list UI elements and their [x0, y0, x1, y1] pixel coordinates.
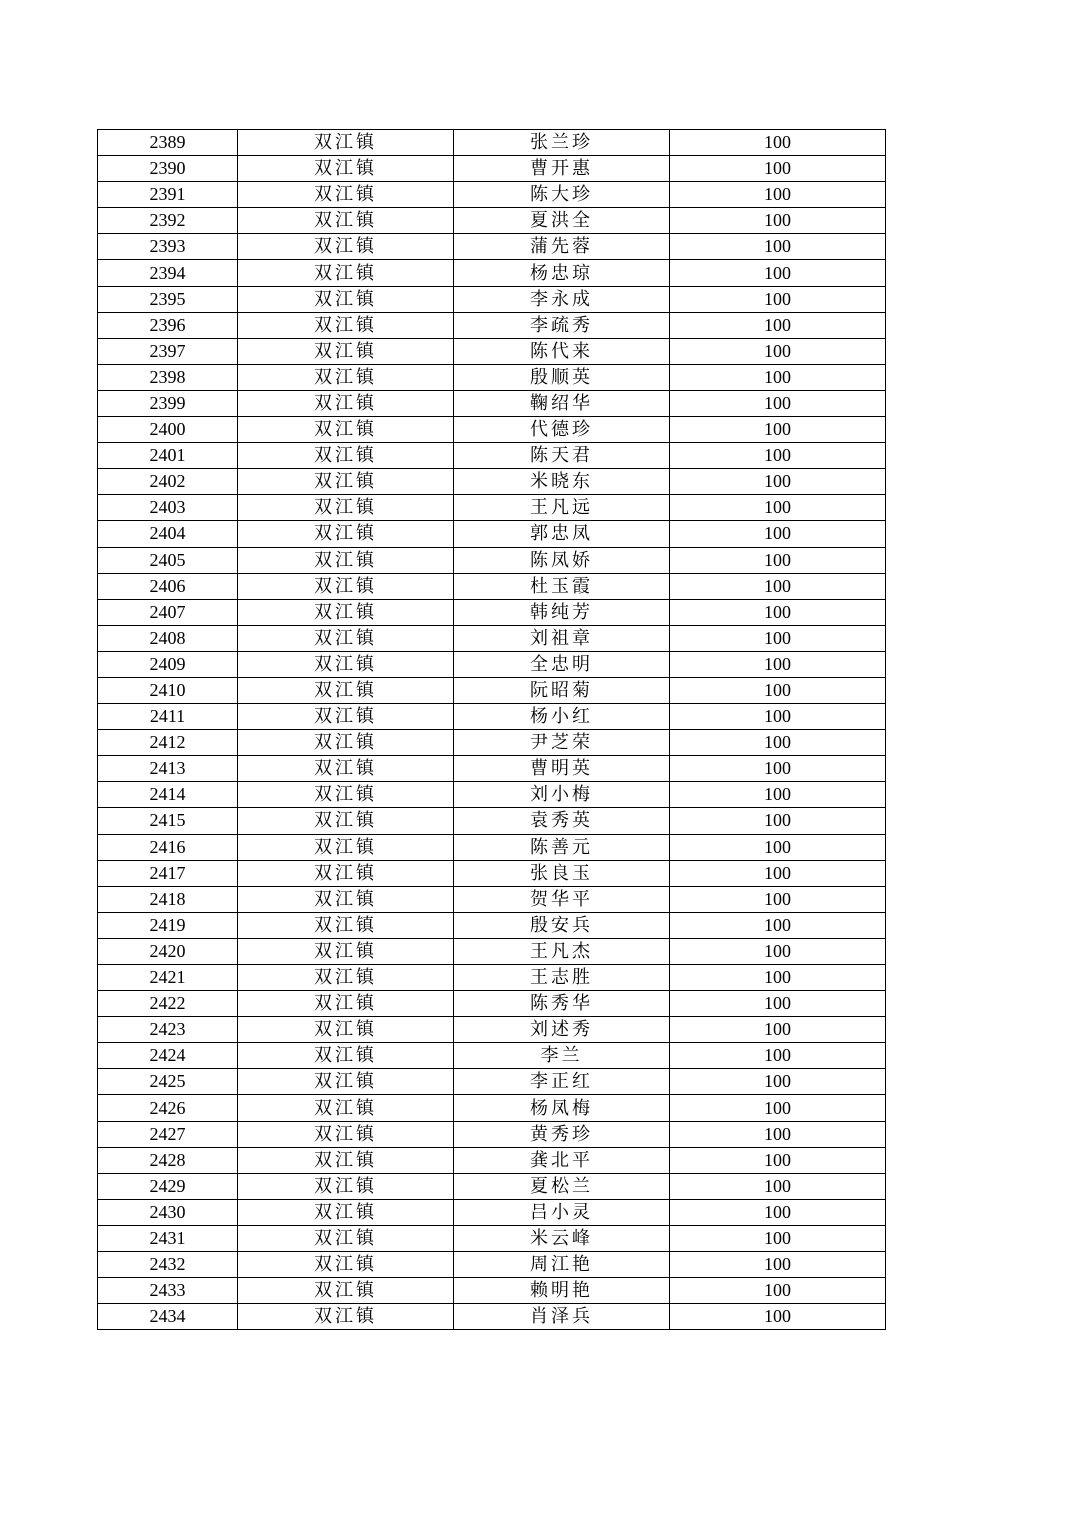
serial-number-cell: 2405 [98, 547, 238, 573]
amount-cell: 100 [670, 208, 886, 234]
town-cell: 双江镇 [238, 286, 454, 312]
serial-number-cell: 2407 [98, 599, 238, 625]
person-name-cell: 郭忠凤 [454, 521, 670, 547]
table-row [98, 234, 886, 260]
town-cell: 双江镇 [238, 1304, 454, 1330]
amount-cell: 100 [670, 1121, 886, 1147]
serial-number-cell: 2430 [98, 1199, 238, 1225]
serial-number-cell: 2419 [98, 912, 238, 938]
person-name-cell: 李正红 [454, 1069, 670, 1095]
person-name-cell: 周江艳 [454, 1252, 670, 1278]
serial-number-cell: 2397 [98, 338, 238, 364]
table-row [98, 677, 886, 703]
serial-number-cell: 2420 [98, 938, 238, 964]
table-row [98, 991, 886, 1017]
serial-number-cell: 2412 [98, 730, 238, 756]
amount-cell: 100 [670, 417, 886, 443]
amount-cell: 100 [670, 234, 886, 260]
town-cell: 双江镇 [238, 1147, 454, 1173]
table-row [98, 886, 886, 912]
table-row [98, 364, 886, 390]
table-row [98, 390, 886, 416]
serial-number-cell: 2391 [98, 182, 238, 208]
person-name-cell: 贺华平 [454, 886, 670, 912]
town-cell: 双江镇 [238, 547, 454, 573]
town-cell: 双江镇 [238, 156, 454, 182]
person-name-cell: 夏松兰 [454, 1173, 670, 1199]
person-name-cell: 肖泽兵 [454, 1304, 670, 1330]
amount-cell: 100 [670, 651, 886, 677]
amount-cell: 100 [670, 704, 886, 730]
person-name-cell: 殷顺英 [454, 364, 670, 390]
table-row [98, 938, 886, 964]
table-row [98, 1173, 886, 1199]
amount-cell: 100 [670, 1095, 886, 1121]
table-row [98, 1095, 886, 1121]
serial-number-cell: 2399 [98, 390, 238, 416]
person-name-cell: 李疏秀 [454, 312, 670, 338]
town-cell: 双江镇 [238, 730, 454, 756]
serial-number-cell: 2413 [98, 756, 238, 782]
table-row [98, 912, 886, 938]
table-row [98, 625, 886, 651]
amount-cell: 100 [670, 495, 886, 521]
person-name-cell: 曹明英 [454, 756, 670, 782]
person-name-cell: 尹芝荣 [454, 730, 670, 756]
serial-number-cell: 2401 [98, 443, 238, 469]
serial-number-cell: 2434 [98, 1304, 238, 1330]
table-row [98, 704, 886, 730]
amount-cell: 100 [670, 312, 886, 338]
person-name-cell: 杜玉霞 [454, 573, 670, 599]
amount-cell: 100 [670, 1252, 886, 1278]
town-cell: 双江镇 [238, 417, 454, 443]
town-cell: 双江镇 [238, 704, 454, 730]
amount-cell: 100 [670, 338, 886, 364]
person-name-cell: 夏洪全 [454, 208, 670, 234]
amount-cell: 100 [670, 182, 886, 208]
town-cell: 双江镇 [238, 390, 454, 416]
roster-table-body [98, 130, 886, 1330]
table-row [98, 1017, 886, 1043]
amount-cell: 100 [670, 1225, 886, 1251]
town-cell: 双江镇 [238, 1017, 454, 1043]
amount-cell: 100 [670, 938, 886, 964]
table-row [98, 260, 886, 286]
town-cell: 双江镇 [238, 469, 454, 495]
serial-number-cell: 2428 [98, 1147, 238, 1173]
person-name-cell: 米晓东 [454, 469, 670, 495]
amount-cell: 100 [670, 1017, 886, 1043]
table-row [98, 730, 886, 756]
serial-number-cell: 2432 [98, 1252, 238, 1278]
person-name-cell: 李兰 [454, 1043, 670, 1069]
table-row [98, 286, 886, 312]
serial-number-cell: 2425 [98, 1069, 238, 1095]
town-cell: 双江镇 [238, 1069, 454, 1095]
serial-number-cell: 2415 [98, 808, 238, 834]
table-row [98, 182, 886, 208]
table-row [98, 495, 886, 521]
town-cell: 双江镇 [238, 860, 454, 886]
serial-number-cell: 2403 [98, 495, 238, 521]
serial-number-cell: 2422 [98, 991, 238, 1017]
town-cell: 双江镇 [238, 338, 454, 364]
person-name-cell: 殷安兵 [454, 912, 670, 938]
town-cell: 双江镇 [238, 260, 454, 286]
person-name-cell: 陈秀华 [454, 991, 670, 1017]
amount-cell: 100 [670, 808, 886, 834]
amount-cell: 100 [670, 677, 886, 703]
table-row [98, 834, 886, 860]
amount-cell: 100 [670, 443, 886, 469]
town-cell: 双江镇 [238, 182, 454, 208]
town-cell: 双江镇 [238, 912, 454, 938]
table-row [98, 1278, 886, 1304]
table-row [98, 521, 886, 547]
table-row [98, 860, 886, 886]
serial-number-cell: 2389 [98, 130, 238, 156]
table-row [98, 756, 886, 782]
serial-number-cell: 2395 [98, 286, 238, 312]
amount-cell: 100 [670, 260, 886, 286]
serial-number-cell: 2414 [98, 782, 238, 808]
serial-number-cell: 2431 [98, 1225, 238, 1251]
person-name-cell: 张兰珍 [454, 130, 670, 156]
serial-number-cell: 2417 [98, 860, 238, 886]
amount-cell: 100 [670, 1173, 886, 1199]
serial-number-cell: 2408 [98, 625, 238, 651]
town-cell: 双江镇 [238, 1225, 454, 1251]
town-cell: 双江镇 [238, 834, 454, 860]
table-row [98, 469, 886, 495]
amount-cell: 100 [670, 521, 886, 547]
table-row [98, 130, 886, 156]
amount-cell: 100 [670, 1043, 886, 1069]
person-name-cell: 陈天君 [454, 443, 670, 469]
town-cell: 双江镇 [238, 599, 454, 625]
table-row [98, 1225, 886, 1251]
town-cell: 双江镇 [238, 1043, 454, 1069]
table-row [98, 1304, 886, 1330]
serial-number-cell: 2424 [98, 1043, 238, 1069]
person-name-cell: 张良玉 [454, 860, 670, 886]
amount-cell: 100 [670, 547, 886, 573]
table-row [98, 547, 886, 573]
table-row [98, 417, 886, 443]
table-row [98, 1121, 886, 1147]
amount-cell: 100 [670, 364, 886, 390]
town-cell: 双江镇 [238, 130, 454, 156]
town-cell: 双江镇 [238, 651, 454, 677]
person-name-cell: 袁秀英 [454, 808, 670, 834]
town-cell: 双江镇 [238, 756, 454, 782]
table-row [98, 965, 886, 991]
town-cell: 双江镇 [238, 573, 454, 599]
town-cell: 双江镇 [238, 312, 454, 338]
serial-number-cell: 2416 [98, 834, 238, 860]
amount-cell: 100 [670, 886, 886, 912]
table-row [98, 312, 886, 338]
person-name-cell: 陈代来 [454, 338, 670, 364]
table-row [98, 782, 886, 808]
town-cell: 双江镇 [238, 886, 454, 912]
amount-cell: 100 [670, 991, 886, 1017]
person-name-cell: 蒲先蓉 [454, 234, 670, 260]
table-row [98, 208, 886, 234]
serial-number-cell: 2409 [98, 651, 238, 677]
table-row [98, 808, 886, 834]
person-name-cell: 阮昭菊 [454, 677, 670, 703]
amount-cell: 100 [670, 1304, 886, 1330]
person-name-cell: 陈善元 [454, 834, 670, 860]
serial-number-cell: 2433 [98, 1278, 238, 1304]
town-cell: 双江镇 [238, 1252, 454, 1278]
amount-cell: 100 [670, 1069, 886, 1095]
amount-cell: 100 [670, 599, 886, 625]
amount-cell: 100 [670, 286, 886, 312]
serial-number-cell: 2406 [98, 573, 238, 599]
table-row [98, 443, 886, 469]
table-row [98, 1252, 886, 1278]
amount-cell: 100 [670, 912, 886, 938]
table-row [98, 156, 886, 182]
town-cell: 双江镇 [238, 443, 454, 469]
town-cell: 双江镇 [238, 1095, 454, 1121]
serial-number-cell: 2396 [98, 312, 238, 338]
town-cell: 双江镇 [238, 625, 454, 651]
person-name-cell: 黄秀珍 [454, 1121, 670, 1147]
person-name-cell: 龚北平 [454, 1147, 670, 1173]
table-row [98, 1043, 886, 1069]
amount-cell: 100 [670, 756, 886, 782]
serial-number-cell: 2411 [98, 704, 238, 730]
person-name-cell: 刘祖章 [454, 625, 670, 651]
town-cell: 双江镇 [238, 521, 454, 547]
person-name-cell: 曹开惠 [454, 156, 670, 182]
town-cell: 双江镇 [238, 677, 454, 703]
person-name-cell: 鞠绍华 [454, 390, 670, 416]
serial-number-cell: 2426 [98, 1095, 238, 1121]
amount-cell: 100 [670, 573, 886, 599]
table-row [98, 338, 886, 364]
table-row [98, 1147, 886, 1173]
serial-number-cell: 2418 [98, 886, 238, 912]
table-row [98, 1069, 886, 1095]
table-row [98, 1199, 886, 1225]
serial-number-cell: 2400 [98, 417, 238, 443]
person-name-cell: 杨凤梅 [454, 1095, 670, 1121]
amount-cell: 100 [670, 469, 886, 495]
serial-number-cell: 2410 [98, 677, 238, 703]
person-name-cell: 刘述秀 [454, 1017, 670, 1043]
person-name-cell: 杨小红 [454, 704, 670, 730]
serial-number-cell: 2429 [98, 1173, 238, 1199]
amount-cell: 100 [670, 1199, 886, 1225]
amount-cell: 100 [670, 782, 886, 808]
amount-cell: 100 [670, 730, 886, 756]
person-name-cell: 王凡远 [454, 495, 670, 521]
amount-cell: 100 [670, 130, 886, 156]
amount-cell: 100 [670, 390, 886, 416]
table-row [98, 599, 886, 625]
amount-cell: 100 [670, 625, 886, 651]
amount-cell: 100 [670, 965, 886, 991]
amount-cell: 100 [670, 834, 886, 860]
town-cell: 双江镇 [238, 1199, 454, 1225]
table-row [98, 651, 886, 677]
serial-number-cell: 2390 [98, 156, 238, 182]
town-cell: 双江镇 [238, 208, 454, 234]
town-cell: 双江镇 [238, 1173, 454, 1199]
town-cell: 双江镇 [238, 1121, 454, 1147]
person-name-cell: 吕小灵 [454, 1199, 670, 1225]
serial-number-cell: 2423 [98, 1017, 238, 1043]
person-name-cell: 米云峰 [454, 1225, 670, 1251]
town-cell: 双江镇 [238, 808, 454, 834]
town-cell: 双江镇 [238, 495, 454, 521]
person-name-cell: 王志胜 [454, 965, 670, 991]
person-name-cell: 陈大珍 [454, 182, 670, 208]
town-cell: 双江镇 [238, 782, 454, 808]
serial-number-cell: 2398 [98, 364, 238, 390]
person-name-cell: 王凡杰 [454, 938, 670, 964]
person-name-cell: 赖明艳 [454, 1278, 670, 1304]
town-cell: 双江镇 [238, 1278, 454, 1304]
amount-cell: 100 [670, 156, 886, 182]
town-cell: 双江镇 [238, 938, 454, 964]
serial-number-cell: 2404 [98, 521, 238, 547]
person-name-cell: 陈凤娇 [454, 547, 670, 573]
person-name-cell: 全忠明 [454, 651, 670, 677]
town-cell: 双江镇 [238, 364, 454, 390]
town-cell: 双江镇 [238, 991, 454, 1017]
person-name-cell: 刘小梅 [454, 782, 670, 808]
amount-cell: 100 [670, 860, 886, 886]
serial-number-cell: 2427 [98, 1121, 238, 1147]
serial-number-cell: 2402 [98, 469, 238, 495]
person-name-cell: 杨忠琼 [454, 260, 670, 286]
serial-number-cell: 2393 [98, 234, 238, 260]
amount-cell: 100 [670, 1147, 886, 1173]
serial-number-cell: 2421 [98, 965, 238, 991]
serial-number-cell: 2394 [98, 260, 238, 286]
person-name-cell: 代德珍 [454, 417, 670, 443]
table-row [98, 573, 886, 599]
town-cell: 双江镇 [238, 234, 454, 260]
town-cell: 双江镇 [238, 965, 454, 991]
person-name-cell: 李永成 [454, 286, 670, 312]
person-name-cell: 韩纯芳 [454, 599, 670, 625]
serial-number-cell: 2392 [98, 208, 238, 234]
roster-table [97, 129, 886, 1330]
amount-cell: 100 [670, 1278, 886, 1304]
